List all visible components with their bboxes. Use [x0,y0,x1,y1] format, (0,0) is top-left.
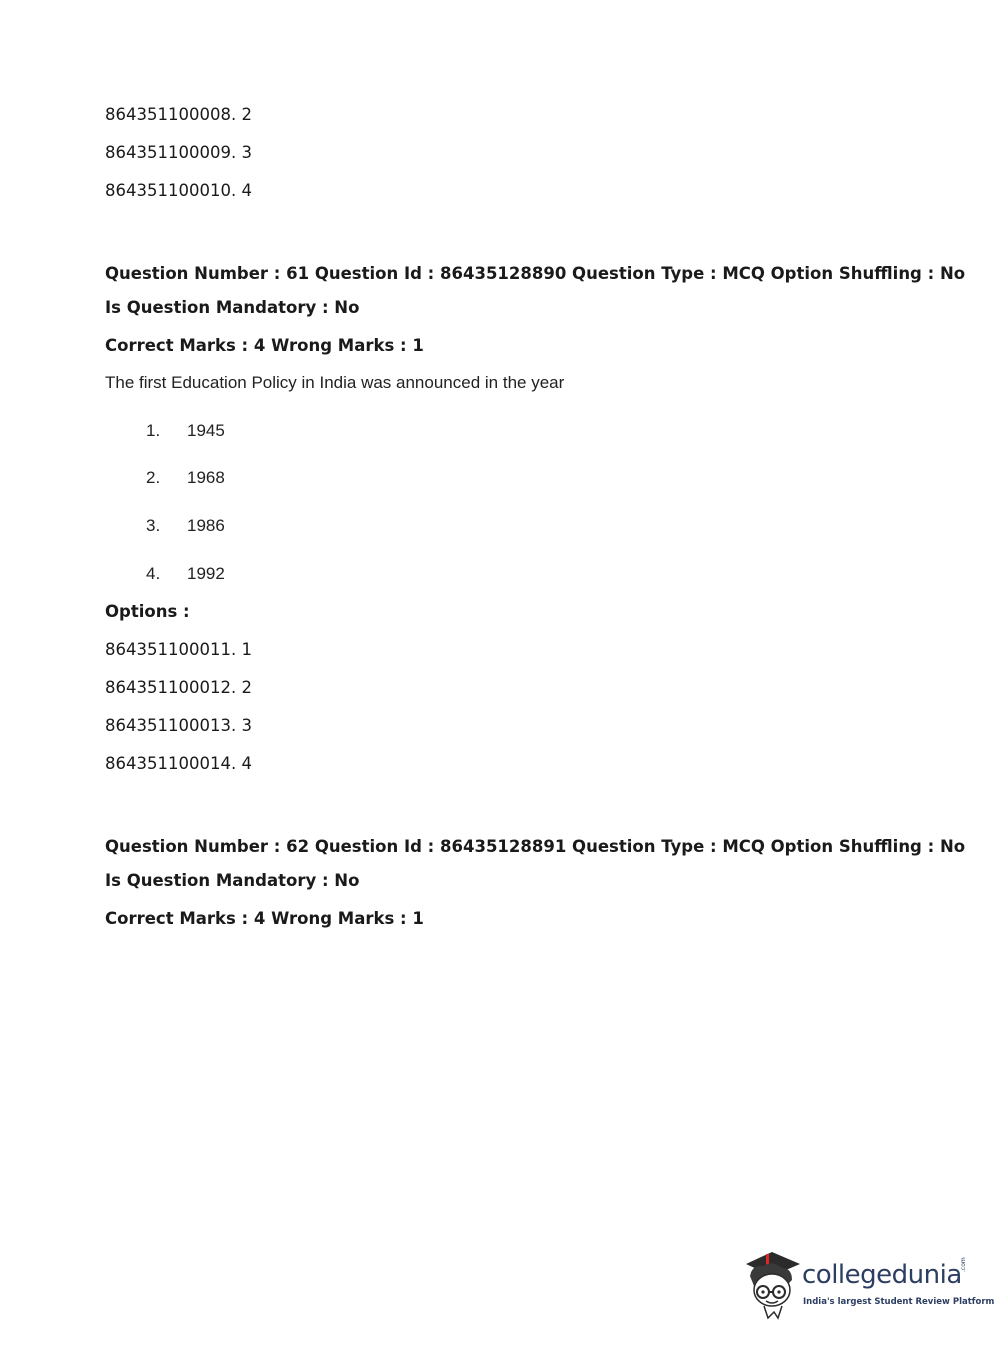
logo-tagline: India's largest Student Review Platform [803,1297,995,1307]
choice-number: 4. [146,564,161,583]
choice-value: 1945 [187,421,225,440]
q61-option-4: 864351100014. 4 [105,754,252,773]
choice-number: 2. [146,468,161,487]
choice-value: 1986 [187,516,225,535]
choice-value: 1992 [187,564,225,583]
logo-brand-text: collegedunia [802,1260,962,1290]
q61-marks: Correct Marks : 4 Wrong Marks : 1 [105,336,424,355]
collegedunia-logo [742,1246,995,1322]
choice-number: 3. [146,516,161,535]
q62-marks: Correct Marks : 4 Wrong Marks : 1 [105,909,424,928]
student-mascot-icon [742,1246,802,1322]
q61-option-2: 864351100012. 2 [105,678,252,697]
choice-value: 1968 [187,468,225,487]
q61-mandatory: Is Question Mandatory : No [105,298,360,317]
choice-number: 1. [146,421,161,440]
q61-options-label: Options : [105,602,190,621]
q61-header: Question Number : 61 Question Id : 86435128890 Question Type : MCQ Option Shuffling : No [105,264,966,283]
q61-option-1: 864351100011. 1 [105,640,252,659]
prev-option-2: 864351100009. 3 [105,143,252,162]
prev-option-1: 864351100008. 2 [105,105,252,124]
q61-option-3: 864351100013. 3 [105,716,252,735]
q62-mandatory: Is Question Mandatory : No [105,871,360,890]
prev-option-3: 864351100010. 4 [105,181,252,200]
logo-dotcom-text: .com [960,1257,967,1272]
q62-header: Question Number : 62 Question Id : 86435128891 Question Type : MCQ Option Shuffling : No [105,837,966,856]
q61-question-text: The first Education Policy in India was announced in the year [105,373,565,392]
